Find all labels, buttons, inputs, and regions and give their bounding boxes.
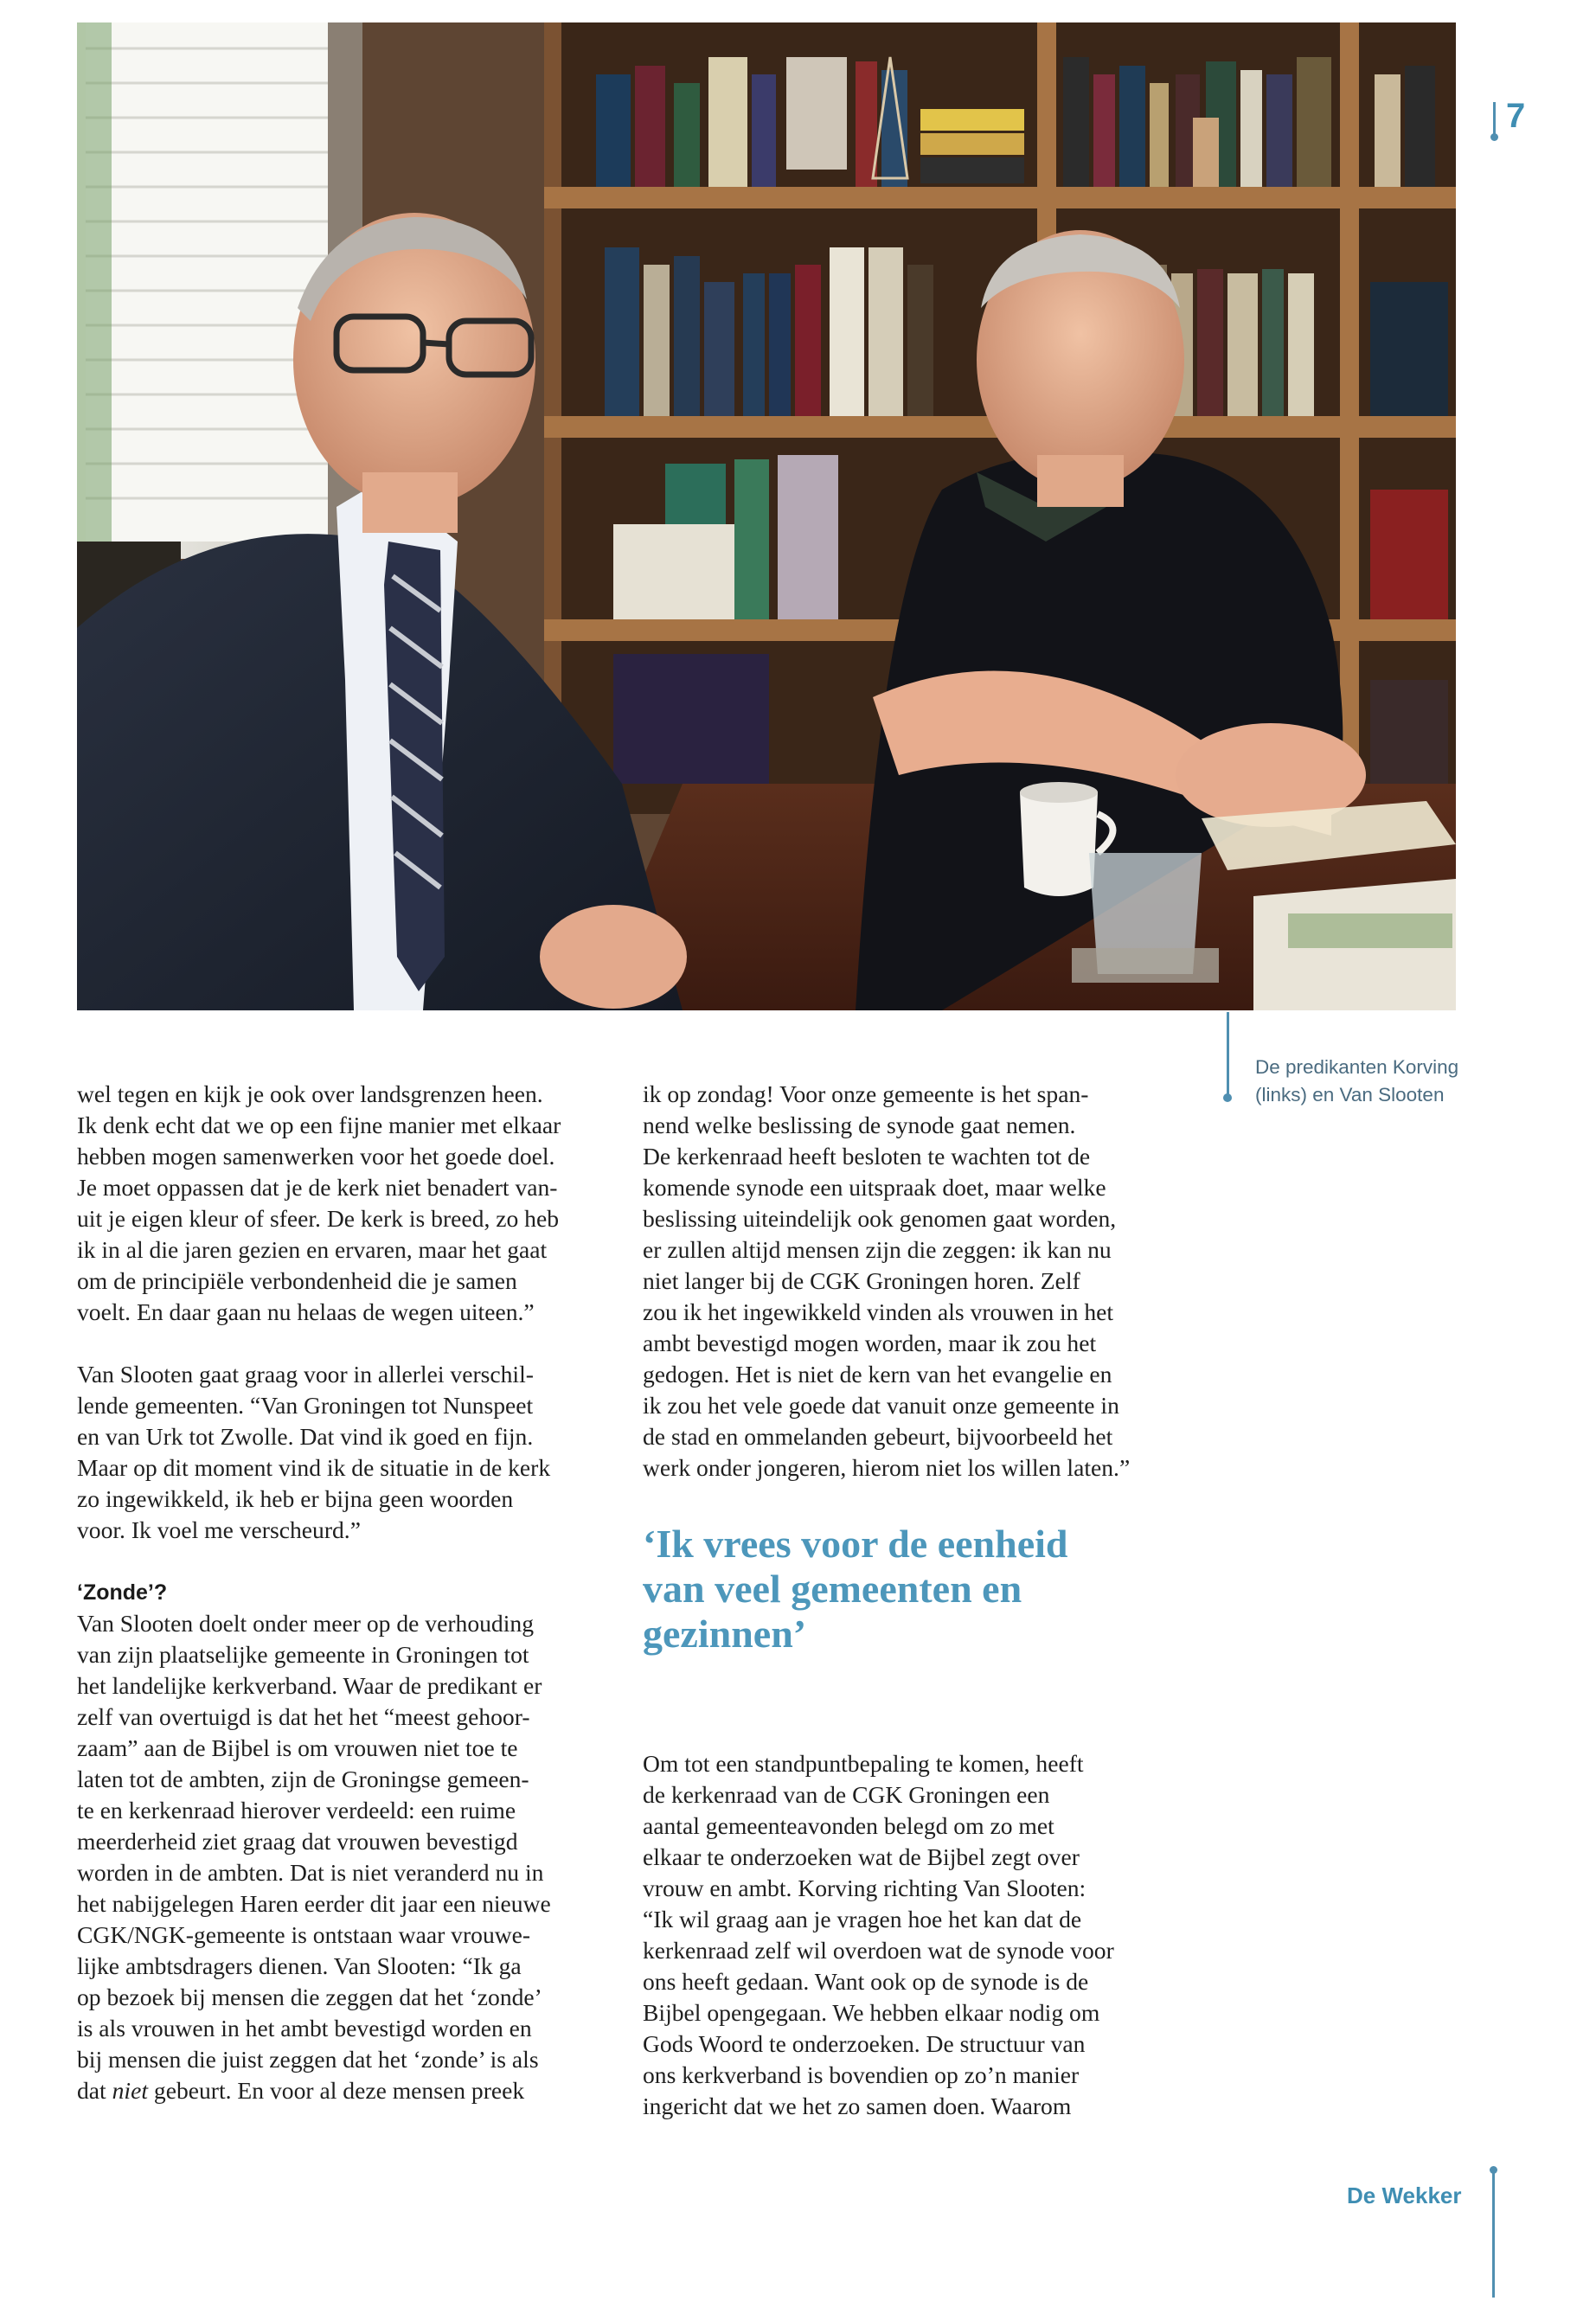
section-subheading: ‘Zonde’? — [77, 1580, 168, 1605]
text-line: Van Slooten doelt onder meer op de verhouding — [77, 1610, 534, 1637]
text-line: voelt. En daar gaan nu helaas de wegen uiteen.” — [77, 1298, 535, 1325]
text-line: Bijbel opengegaan. We hebben elkaar nodig om — [643, 1999, 1100, 2026]
text-line: zaam” aan de Bijbel is om vrouwen niet toe te — [77, 1734, 518, 1761]
text-line: voor. Ik voel me verscheurd.” — [77, 1516, 361, 1543]
text-line: het landelijke kerkverband. Waar de predikant er — [77, 1672, 542, 1699]
magazine-name: De Wekker — [1347, 2182, 1462, 2208]
text-line: ons kerkverband is bovendien op zo’n manier — [643, 2061, 1080, 2088]
text-line: “Ik wil graag aan je vragen hoe het kan dat de — [643, 1906, 1082, 1932]
text-line: Om tot een standpuntbepaling te komen, heeft — [643, 1750, 1084, 1777]
page-number-rule — [1493, 102, 1496, 137]
text-line: om de principiële verbondenheid die je samen — [77, 1267, 517, 1294]
text-line: Je moet oppassen dat je de kerk niet benadert van- — [77, 1174, 558, 1201]
text-line: werk onder jongeren, hierom niet los willen laten.” — [643, 1454, 1131, 1481]
text-line: zou ik het ingewikkeld vinden als vrouwen in het — [643, 1298, 1114, 1325]
text-line: ik zou het vele goede dat vanuit onze gemeente in — [643, 1392, 1119, 1419]
footer-rule — [1492, 2170, 1495, 2298]
text-line: ingericht dat we het zo samen doen. Waarom — [643, 2093, 1072, 2119]
text-line: uit je eigen kleur of sfeer. De kerk is breed, zo heb — [77, 1205, 560, 1232]
pull-quote-line: van veel gemeenten en — [643, 1567, 1022, 1611]
paragraph — [643, 1079, 1196, 1484]
pull-quote — [643, 1484, 1196, 1748]
text-line: lijke ambtsdragers dienen. Van Slooten: “Ik ga — [77, 1952, 522, 1979]
pull-quote-line: gezinnen’ — [643, 1612, 807, 1656]
text-line: en van Urk tot Zwolle. Dat vind ik goed en fijn. — [77, 1423, 534, 1450]
text-line: beslissing uiteindelijk ook genomen gaat worden, — [643, 1205, 1117, 1232]
text-fragment: gebeurt. En voor al deze mensen preek — [148, 2077, 525, 2104]
text-line: hebben mogen samenwerken voor het goede doel. — [77, 1143, 555, 1170]
text-line: Maar op dit moment vind ik de situatie in de kerk — [77, 1454, 551, 1481]
article-column-left — [77, 1079, 631, 2106]
paragraph — [643, 1748, 1196, 2122]
text-line: meerderheid ziet graag dat vrouwen bevestigd — [77, 1828, 518, 1855]
emphasis-text: niet — [112, 2077, 148, 2104]
text-line: er zullen altijd mensen zijn die zeggen: ik kan nu — [643, 1236, 1112, 1263]
text-line: ik in al die jaren gezien en ervaren, maar het gaat — [77, 1236, 548, 1263]
text-line: is als vrouwen in het ambt bevestigd worden en — [77, 2015, 532, 2041]
article-column-right — [643, 1079, 1196, 2122]
article-photo — [77, 22, 1456, 1010]
paragraph — [77, 1608, 631, 2106]
caption-dot — [1223, 1093, 1232, 1102]
text-line: de stad en ommelanden gebeurt, bijvoorbeeld het — [643, 1423, 1113, 1450]
text-line: ambt bevestigd mogen worden, maar ik zou het — [643, 1330, 1097, 1356]
caption-line: (links) en Van Slooten — [1255, 1084, 1445, 1106]
text-line: wel tegen en kijk je ook over landsgrenzen heen. — [77, 1080, 543, 1107]
text-line: zo ingewikkeld, ik heb er bijna geen woorden — [77, 1485, 514, 1512]
text-line: De kerkenraad heeft besloten te wachten tot de — [643, 1143, 1091, 1170]
text-line: de kerkenraad van de CGK Groningen een — [643, 1781, 1050, 1808]
text-line: gedogen. Het is niet de kern van het evangelie en — [643, 1361, 1112, 1388]
text-line: op bezoek bij mensen die zeggen dat het ‘zonde’ — [77, 1984, 542, 2010]
text-line: nend welke beslissing de synode gaat nemen. — [643, 1112, 1076, 1138]
page-number-dot — [1490, 133, 1498, 141]
paragraph — [77, 1079, 631, 1328]
paragraph — [77, 1359, 631, 1546]
text-line: bij mensen die juist zeggen dat het ‘zonde’ is als — [77, 2046, 539, 2073]
text-line: niet langer bij de CGK Groningen horen. Zelf — [643, 1267, 1080, 1294]
text-line: CGK/NGK-gemeente is ontstaan waar vrouwe- — [77, 1921, 531, 1948]
caption-rule — [1227, 1012, 1229, 1098]
text-line: te en kerkenraad hierover verdeeld: een ruime — [77, 1797, 516, 1823]
caption-line: De predikanten Korving — [1255, 1056, 1459, 1078]
photo-two-ministers-icon — [77, 22, 1456, 1010]
text-line: laten tot de ambten, zijn de Groningse gemeen- — [77, 1766, 529, 1792]
text-line: ons heeft gedaan. Want ook op de synode is de — [643, 1968, 1089, 1995]
footer-dot — [1490, 2166, 1497, 2174]
text-fragment: dat — [77, 2077, 112, 2104]
text-line: elkaar te onderzoeken wat de Bijbel zegt over — [643, 1843, 1080, 1870]
text-line: vrouw en ambt. Korving richting Van Slooten: — [643, 1875, 1086, 1901]
text-line — [77, 2075, 631, 2106]
text-line: Van Slooten gaat graag voor in allerlei verschil- — [77, 1361, 534, 1388]
text-line: het nabijgelegen Haren eerder dit jaar een nieuwe — [77, 1890, 551, 1917]
text-line: lende gemeenten. “Van Groningen tot Nunspeet — [77, 1392, 534, 1419]
text-line: Ik denk echt dat we op een fijne manier met elkaar — [77, 1112, 561, 1138]
page-number: 7 — [1506, 97, 1526, 135]
text-line: zelf van overtuigd is dat het het “meest gehoor- — [77, 1703, 530, 1730]
text-line: van zijn plaatselijke gemeente in Groningen tot — [77, 1641, 529, 1668]
pull-quote-line: ‘Ik vrees voor de eenheid — [643, 1522, 1068, 1566]
photo-caption — [1255, 1054, 1506, 1109]
text-line: Gods Woord te onderzoeken. De structuur van — [643, 2030, 1086, 2057]
text-line: ik op zondag! Voor onze gemeente is het span- — [643, 1080, 1089, 1107]
text-line: aantal gemeenteavonden belegd om zo met — [643, 1812, 1054, 1839]
text-line: kerkenraad zelf wil overdoen wat de synode voor — [643, 1937, 1114, 1964]
text-line: komende synode een uitspraak doet, maar welke — [643, 1174, 1106, 1201]
text-line: worden in de ambten. Dat is niet veranderd nu in — [77, 1859, 544, 1886]
